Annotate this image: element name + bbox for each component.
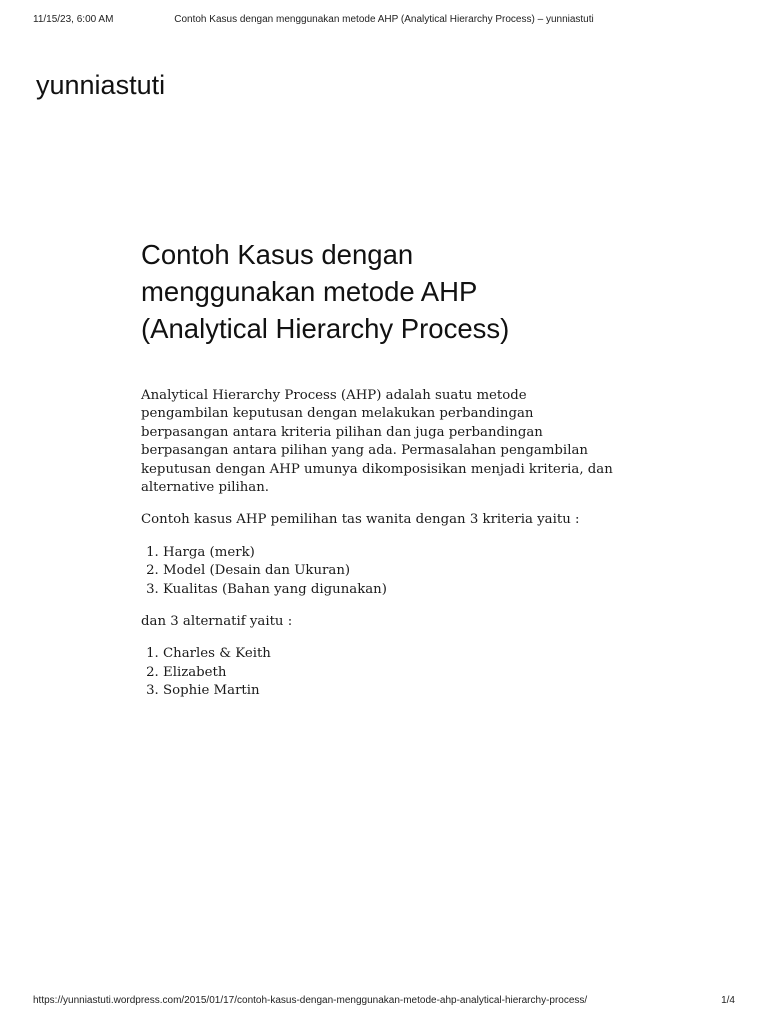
criteria-item: 2. Model (Desain dan Ukuran)	[163, 562, 641, 580]
post-title-line: Contoh Kasus dengan	[141, 239, 414, 270]
intro-line: alternative pilihan.	[141, 480, 269, 496]
alternative-item: 2. Elizabeth	[163, 664, 641, 682]
criteria-item: 1. Harga (merk)	[163, 544, 641, 562]
print-header	[33, 14, 735, 30]
post-content	[141, 387, 641, 701]
criteria-list	[141, 544, 641, 599]
intro-line: pengambilan keputusan dengan melakukan perbandingan	[141, 406, 534, 422]
article	[141, 236, 641, 715]
intro-line: keputusan dengan AHP umunya dikomposisikan menjadi kriteria, dan	[141, 461, 613, 477]
print-page-title: Contoh Kasus dengan menggunakan metode AHP (Analytical Hierarchy Process) – yunniastuti	[174, 14, 594, 25]
intro-line: berpasangan antara kriteria pilihan dan juga perbandingan	[141, 424, 543, 440]
print-date: 11/15/23, 6:00 AM	[33, 14, 114, 25]
post-title-line: (Analytical Hierarchy Process)	[141, 313, 510, 344]
print-footer	[33, 995, 735, 1011]
intro-line: berpasangan antara pilihan yang ada. Permasalahan pengambilan	[141, 443, 588, 459]
intro-line: Analytical Hierarchy Process (AHP) adalah suatu metode	[141, 388, 527, 403]
alternative-item: 3. Sophie Martin	[163, 682, 641, 700]
intro-paragraph	[141, 387, 641, 497]
criteria-intro: Contoh kasus AHP pemilihan tas wanita dengan 3 kriteria yaitu :	[141, 512, 580, 528]
print-url: https://yunniastuti.wordpress.com/2015/01/17/contoh-kasus-dengan-menggunakan-metode-ahp-analytical-hierarchy-process/	[33, 995, 588, 1006]
post-title	[141, 236, 641, 347]
alternatives-intro: dan 3 alternatif yaitu :	[141, 614, 293, 630]
alternatives-list	[141, 645, 641, 700]
criteria-item: 3. Kualitas (Bahan yang digunakan)	[163, 581, 641, 599]
post-title-line: menggunakan metode AHP	[141, 276, 478, 307]
site-title-link[interactable]: yunniastuti	[36, 70, 166, 100]
alternative-item: 1. Charles & Keith	[163, 645, 641, 663]
page-number: 1/4	[721, 995, 735, 1006]
